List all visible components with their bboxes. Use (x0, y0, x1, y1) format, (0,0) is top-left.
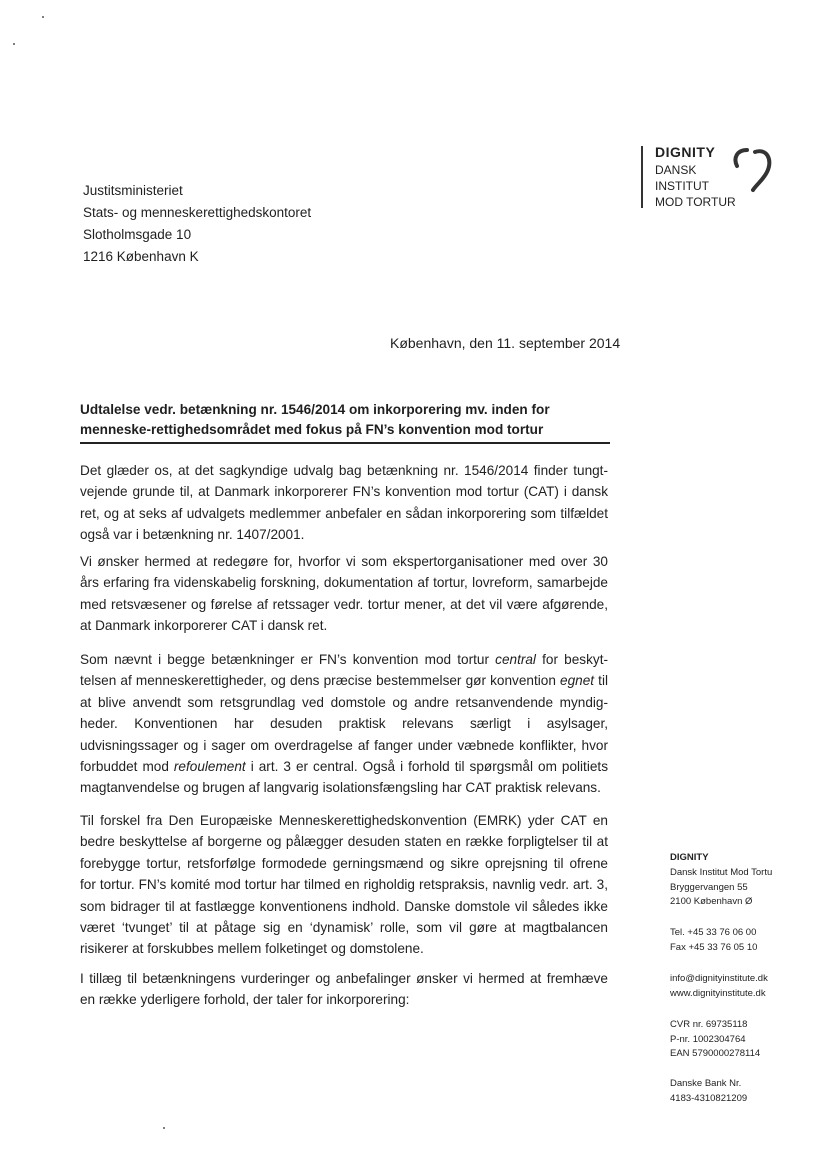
logo-divider (641, 146, 643, 208)
sidebar-cvr: CVR nr. 69735118 (670, 1019, 748, 1030)
recipient-line: Stats- og menneskerettighedskontoret (83, 205, 312, 220)
sidebar-fax: Fax +45 33 76 05 10 (670, 941, 758, 953)
sidebar-address (670, 866, 772, 910)
paragraph-3 (80, 649, 608, 799)
paragraph-3-text: for beskyt-telsen af menneskerettigheder, og dens præcise bestemmelser gør konvention (80, 652, 609, 689)
emphasis-egnet: egnet (560, 673, 595, 689)
sidebar-ean: EAN 5790000278114 (670, 1048, 761, 1059)
sidebar-address-line: Bryggervangen 55 (670, 881, 748, 893)
emphasis-central: central (495, 652, 536, 667)
sidebar-phone (670, 926, 757, 955)
recipient-line: 1216 København K (83, 249, 199, 264)
sidebar-bank-label: Danske Bank Nr. (670, 1078, 742, 1089)
scan-speck (163, 1127, 165, 1129)
recipient-address (83, 180, 311, 268)
sidebar-email-link[interactable]: info@dignityinstitute.dk (670, 973, 768, 984)
emphasis-refoulement: refoulement (173, 759, 246, 775)
heading-underline (80, 442, 610, 444)
sidebar-website-link[interactable]: www.dignityinstitute.dk (670, 987, 766, 999)
sidebar-address-line: Dansk Institut Mod Tortu (670, 867, 773, 878)
sidebar-bank-number: 4183-4310821209 (670, 1092, 748, 1104)
logo-line-3: MOD TORTUR (655, 195, 736, 209)
logo-name: DIGNITY (655, 144, 716, 160)
sidebar-ids (670, 1018, 760, 1062)
paragraph-2: Vi ønsker hermed at redegøre for, hvorfor vi som ekspertorganisationer med over 30 års erfaring fra videnskabelig forskning, dokumentation af tortur, lovreform, samarbejde med retsvæsener og førelse af retssager vedr. tortur mener, at det vil være afgørende, at Danmark inkorporerer CAT i dansk ret. (80, 554, 608, 634)
paragraph-3-text: i art. 3 er central. Også i forhold til spørgsmål om politiets magtanvendelse og brugen af langvarig isolationsfængsling har CAT praktisk relevans. (80, 759, 608, 796)
paragraph-3-text: Som nævnt i begge betænkninger er FN’s konvention mod tortur (80, 652, 496, 667)
sidebar-tel: Tel. +45 33 76 06 00 (670, 927, 757, 938)
recipient-line: Slotholmsgade 10 (83, 227, 192, 242)
scan-speck (42, 16, 44, 18)
sidebar-web (670, 972, 768, 1001)
sidebar-bank (670, 1077, 747, 1106)
sidebar-org-name: DIGNITY (670, 852, 709, 863)
sidebar-address-line: 2100 København Ø (670, 896, 753, 907)
letter-heading: Udtalelse vedr. betænkning nr. 1546/2014 om inkorporering mv. inden for menneske-rettighedsområdet med fokus på FN’s konvention mod tortur (80, 402, 550, 437)
logo-line-1: DANSK (655, 163, 697, 177)
paragraph-3-text: til at blive anvendt som retsgrundlag ved domstole og andre retsanvendende myndig-heder. Konventionen har desuden praktisk relevans særligt i asylsager, udvisningssager og i sager om overdragelse af fanger under væbnede konflikter, hvor forbuddet mod (80, 673, 608, 775)
heart-mark-icon (727, 144, 777, 194)
paragraph-5: I tillæg til betænkningens vurderinger og anbefalinger ønsker vi hermed at fremhæve en række yderligere forhold, der taler for inkorporering: (80, 971, 608, 1008)
dignity-logo (641, 144, 791, 212)
letter-date: København, den 11. september 2014 (390, 335, 621, 351)
paragraph-1: Det glæder os, at det sagkyndige udvalg bag betænkning nr. 1546/2014 finder tungt-vejende grunde til, at Danmark inkorporerer FN’s konvention mod tortur (CAT) i dansk ret, og at seks af udvalgets medlemmer anbefaler en sådan inkorporering som tilfældet også var i betænkning nr. 1407/2001. (80, 463, 608, 543)
sidebar-pnr: P-nr. 1002304764 (670, 1033, 746, 1045)
logo-line-2: INSTITUT (655, 179, 709, 193)
recipient-line: Justitsministeriet (83, 183, 183, 198)
paragraph-4: Til forskel fra Den Europæiske Menneskerettighedskonvention (EMRK) yder CAT en bedre beskyttelse af borgerne og pålægger desuden staten en række forpligtelser til at forebygge tortur, retsforfølge formodede gerningsmænd og sikre oprejsning til ofrene for tortur. FN’s komité mod tortur har tilmed en righoldig retspraksis, navnlig vedr. art. 3, som bidrager til at fastlægge konventionens indhold. Danske domstole vil således ikke været ‘tvunget’ til at påtage sig en ‘dynamisk’ rolle, som vil gøre at magtbalancen risikerer at forskubbes mellem folketinget og domstolene. (80, 813, 608, 957)
scan-speck (13, 43, 15, 45)
